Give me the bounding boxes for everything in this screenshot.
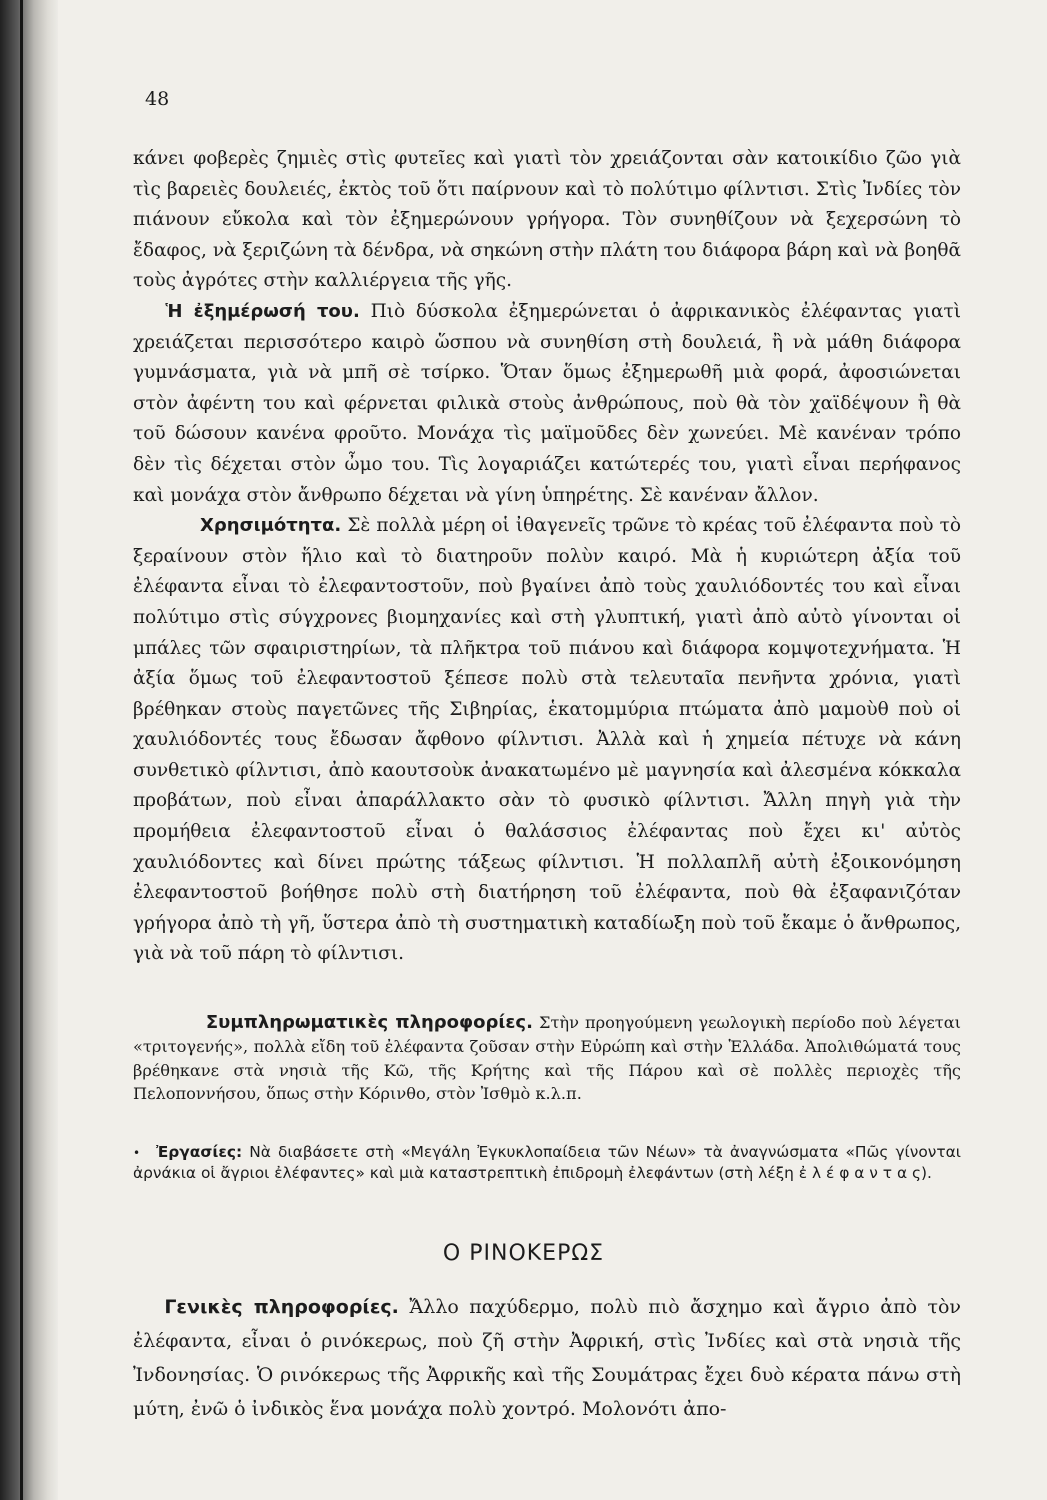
paragraph-1-text: κάνει φοβερὲς ζημιὲς στὶς φυτεῖες καὶ γιατὶ τὸν χρειάζονται σὰν κατοικίδιο ζῶο γιὰ τὶς βαρειὲς δουλειές, ἐκτὸς τοῦ ὅτι παίρνουν καὶ τὸ πολύτιμο φίλντισι. Στὶς Ἰνδίες τὸν πιάνουν εὔκολα καὶ τὸν ἐξημερώνουν γρήγορα. Τὸν συνηθίζουν νὰ ξεχερσώνη τὸ ἔδαφος, νὰ ξεριζώνη τὰ δένδρα, νὰ σηκώνη στὴν πλάτη του διάφορα βάρη καὶ νὰ βοηθᾶ τοὺς ἀγρότες στὴν καλλιέργεια τῆς γῆς.: [133, 148, 961, 292]
paragraph-3-text: Σὲ πολλὰ μέρη οἱ ἰθαγενεῖς τρῶνε τὸ κρέας τοῦ ἐλέφαντα ποὺ τὸ ξεραίνουν στὸν ἥλιο καὶ τὸ διατηροῦν πολὺν καιρό. Μὰ ἡ κυριώτερη ἀξία τοῦ ἐλέφαντα εἶναι τὸ ἐλεφαντοστοῦν, ποὺ βγαίνει ἀπὸ τοὺς χαυλιόδοντές του καὶ εἶναι πολύτιμο στὶς σύγχρονες βιομηχανίες καὶ στὴ γλυπτική, γιατὶ ἀπὸ αὐτὸ γίνονται οἱ μπάλες τῶν σφαιριστηρίων, τὰ πλῆκτρα τοῦ πιάνου καὶ διάφορα κομψοτεχνήματα. Ἡ ἀξία ὅμως τοῦ ἐλεφαντοστοῦ ξέπεσε πολὺ στὰ τελευταῖα πενῆντα χρόνια, γιατὶ βρέθηκαν στοὺς παγετῶνες τῆς Σιβηρίας, ἑκατομμύρια πτώματα ἀπὸ μαμοὺθ ποὺ οἱ χαυλιόδοντές τους ἔδωσαν ἄφθονο φίλντισι. Ἀλλὰ καὶ ἡ χημεία πέτυχε νὰ κάνη συνθετικὸ φίλντισι, ἀπὸ καουτσοὺκ ἀνακατωμένο μὲ μαγνησία καὶ ἀλεσμένα κόκκαλα προβάτων, ποὺ εἶναι ἀπαράλλακτο σὰν τὸ φυσικὸ φίλντισι. Ἄλλη πηγὴ γιὰ τὴν προμήθεια ἐλεφαντοστοῦ εἶναι ὁ θαλάσσιος ἐλέφαντας ποὺ ἔχει κι' αὐτὸς χαυλιόδοντες καὶ δίνει πρώτης τάξεως φίλντισι. Ἡ πολλαπλῆ αὐτὴ ἐξοικονόμηση ἐλεφαντοστοῦ βοήθησε πολὺ στὴ διατήρηση τοῦ ἐλέφαντα, ποὺ θὰ ἐξαφανιζόταν γρήγορα ἀπὸ τὴ γῆ, ὕστερα ἀπὸ τὴ συστηματικὴ καταδίωξη ποὺ τοῦ ἔκαμε ὁ ἄνθρωπος, γιὰ νὰ τοῦ πάρη τὸ φίλντισι.: [133, 515, 961, 965]
spine-edge-line: [20, 0, 23, 1500]
section-heading: Ο ΡΙΝΟΚΕΡΩΣ: [442, 1241, 605, 1266]
rhino-text-block: [133, 1290, 961, 1426]
exercises-text: Νὰ διαβάσετε στὴ «Μεγάλη Ἐγκυκλοπαίδεια τῶν Νέων» τὰ ἀναγνώσματα «Πῶς γίνονται ἀρνάκια οἱ ἄγριοι ἐλέφαντες» καὶ μιὰ καταστρεπτικὴ ἐπιδρομὴ ἐλεφάντων (στὴ λέξη ἐ λ έ φ α ν τ α ς).: [133, 1143, 961, 1183]
general-info-text: Ἄλλο παχύδερμο, πολὺ πιὸ ἄσχημο καὶ ἄγριο ἀπὸ τὸν ἐλέφαντα, εἶναι ὁ ρινόκερως, ποὺ ζῆ στὴν Ἀφρική, στὶς Ἰνδίες καὶ στὰ νησιὰ τῆς Ἰνδονησίας. Ὁ ρινόκερως τῆς Ἀφρικῆς καὶ τῆς Σουμάτρας ἔχει δυὸ κέρατα πάνω στὴ μύτη, ἐνῶ ὁ ἰνδικὸς ἕνα μονάχα πολὺ χοντρό. Μολονότι ἀπο-: [133, 1296, 961, 1420]
paragraph-3: [133, 511, 961, 970]
paragraph-2: [133, 297, 961, 511]
book-spine-shadow: [0, 0, 58, 1500]
page-number: 48: [145, 88, 170, 110]
paragraph-1: [133, 144, 961, 297]
bullet-icon: •: [133, 1146, 141, 1160]
exercises-lead: Ἐργασίες:: [156, 1143, 243, 1161]
supplementary-lead: Συμπληρωματικὲς πληροφορίες.: [205, 1012, 533, 1033]
paragraph-2-lead: Ἡ ἐξημέρωσή του.: [165, 300, 360, 322]
main-text-block: [133, 144, 961, 970]
exercises-block: [133, 1142, 961, 1184]
supplementary-text: Στὴν προηγούμενη γεωλογικὴ περίοδο ποὺ λέγεται «τριτογενής», πολλὰ εἴδη τοῦ ἐλέφαντα ζοῦσαν στὴν Εὐρώπη καὶ στὴν Ἑλλάδα. Ἀπολιθώματά τους βρέθηκανε στὰ νησιὰ τῆς Κῶ, τῆς Κρήτης καὶ τῆς Πάρου καὶ σὲ πολλὲς περιοχὲς τῆς Πελοποννήσου, ὅπως στὴν Κόρινθο, στὸν Ἰσθμὸ κ.λ.π.: [133, 1013, 962, 1104]
general-info-paragraph: [133, 1290, 961, 1426]
supplementary-paragraph: [133, 1011, 961, 1106]
paragraph-2-text: Πιὸ δύσκολα ἐξημερώνεται ὁ ἀφρικανικὸς ἐλέφαντας γιατὶ χρειάζεται περισσότερο καιρὸ ὥσπου νὰ συνηθίση στὴ δουλειά, ἢ νὰ μάθη διάφορα γυμνάσματα, γιὰ νὰ μπῆ σὲ τσίρκο. Ὅταν ὅμως ἐξημερωθῆ μιὰ φορά, ἀφοσιώνεται στὸν ἀφέντη του καὶ φέρνεται φιλικὰ στοὺς ἀνθρώπους, ποὺ θὰ τὸν χαϊδέψουν ἢ θὰ τοῦ δώσουν κανένα φροῦτο. Μονάχα τὶς μαϊμοῦδες δὲν χωνεύει. Μὲ κανέναν τρόπο δὲν τὶς δέχεται στὸν ὦμο του. Τὶς λογαριάζει κατώτερές του, γιατὶ εἶναι περήφανος καὶ μονάχα στὸν ἄνθρωπο δέχεται νὰ γίνη ὑπηρέτης. Σὲ κανέναν ἄλλον.: [133, 300, 961, 506]
paragraph-3-lead: Χρησιμότητα.: [200, 515, 342, 537]
exercises-paragraph: [133, 1142, 961, 1184]
general-info-lead: Γενικὲς πληροφορίες.: [164, 1296, 399, 1318]
supplementary-info-block: [133, 1011, 961, 1106]
